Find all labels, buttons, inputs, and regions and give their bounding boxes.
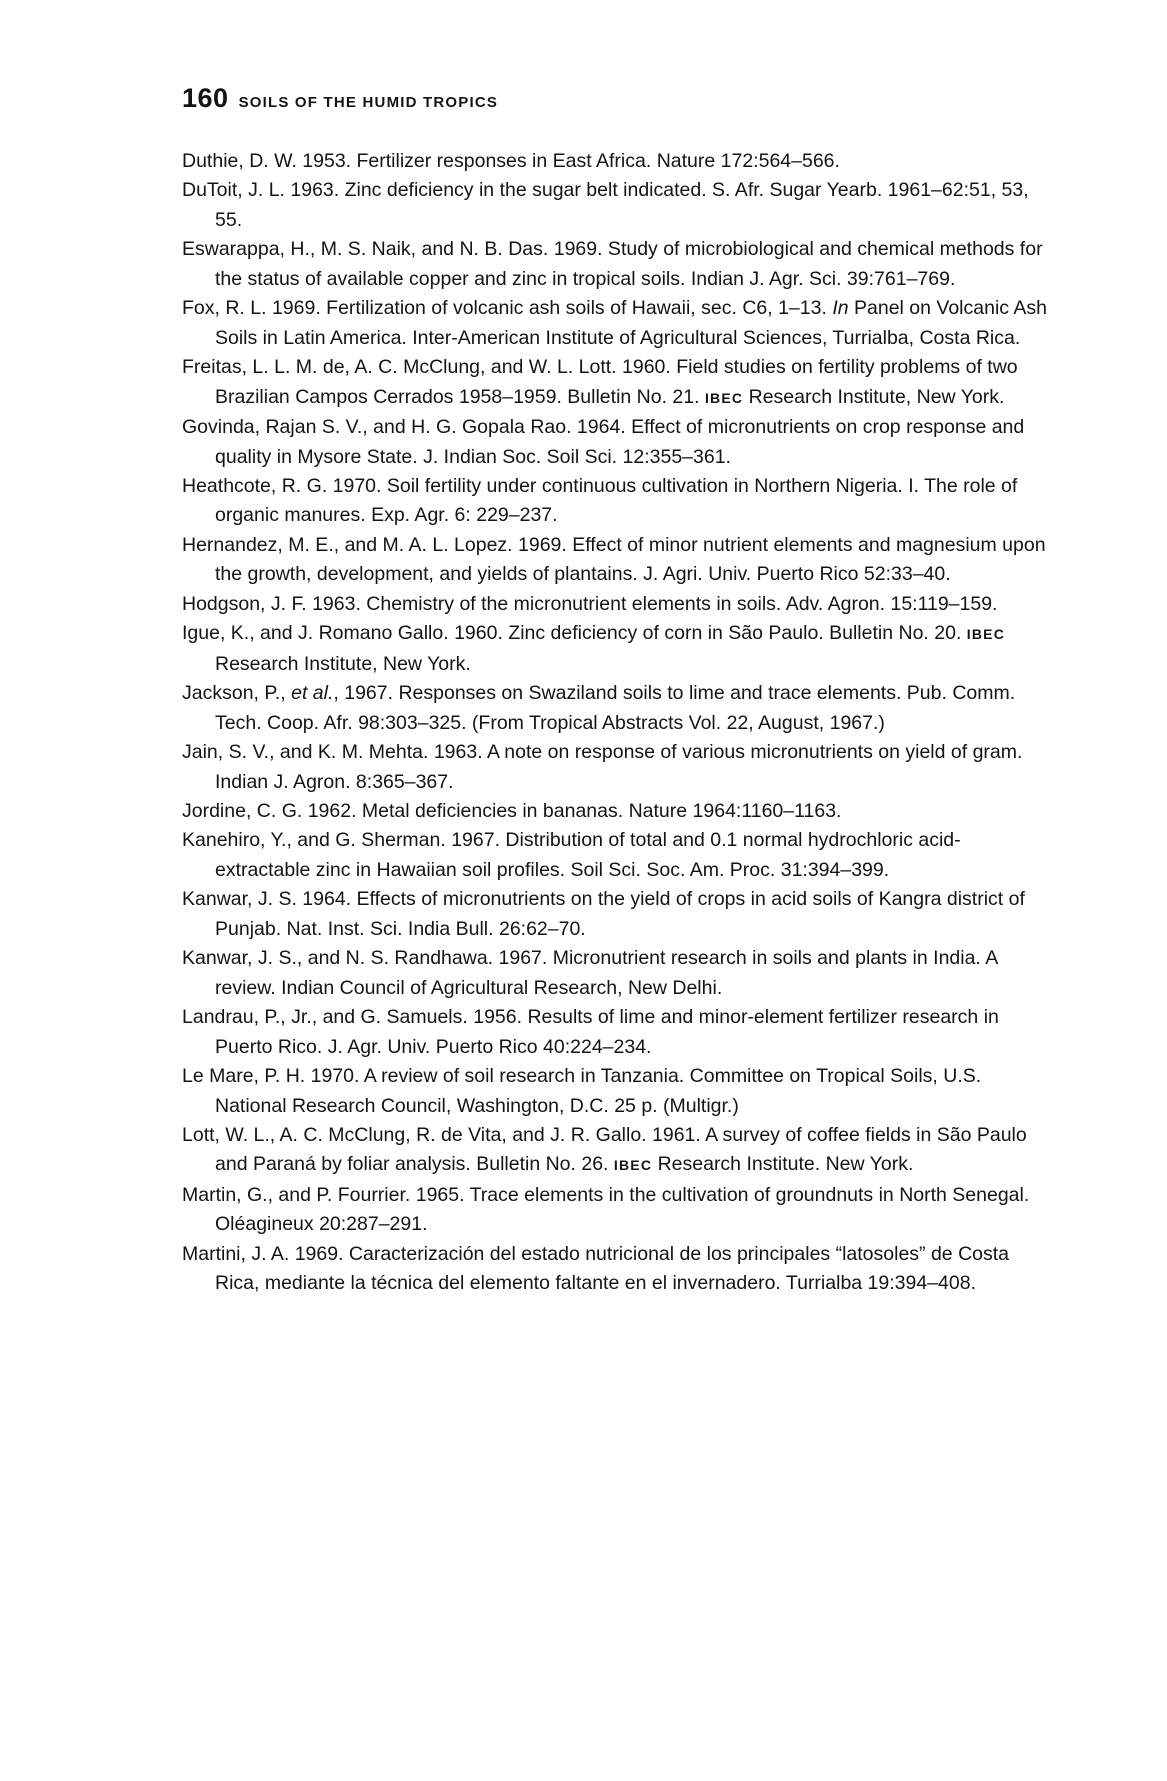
reference-entry: Hernandez, M. E., and M. A. L. Lopez. 1969. Effect of minor nutrient elements and magnesium upon the growth, development, and yields of plantains. J. Agri. Univ. Puerto Rico 52:33–40. xyxy=(182,533,1046,586)
reference-text: Research Institute. New York. xyxy=(652,1153,914,1176)
reference-entry xyxy=(182,353,1052,413)
reference-text: Research Institute, New York. xyxy=(743,385,1005,408)
reference-smallcaps: IBEC xyxy=(613,1157,653,1174)
reference-text: Freitas, L. L. M. de, A. C. McClung, and W. L. Lott. 1960. Field studies on fertility problems of two Brazilian Campos Cerrados 1958–1959. Bulletin No. 21. xyxy=(182,356,1018,408)
reference-text: Research Institute, New York. xyxy=(215,652,471,675)
page-header xyxy=(182,83,498,114)
reference-entry: Martin, G., and P. Fourrier. 1965. Trace elements in the cultivation of groundnuts in North Senegal. Oléagineux 20:287–291. xyxy=(182,1183,1030,1236)
reference-smallcaps: IBEC xyxy=(966,626,1006,643)
reference-entry: Jain, S. V., and K. M. Mehta. 1963. A note on response of various micronutrients on yield of gram. Indian J. Agron. 8:365–367. xyxy=(182,741,1023,793)
reference-text: Lott, W. L., A. C. McClung, R. de Vita, and J. R. Gallo. 1961. A survey of coffee fields in São Paulo and Paraná by foliar analysis. Bulletin No. 26. xyxy=(182,1123,1027,1176)
reference-entry: Eswarappa, H., M. S. Naik, and N. B. Das. 1969. Study of microbiological and chemical methods for the status of available copper and zinc in tropical soils. Indian J. Agr. Sci. 39:761–769. xyxy=(182,238,1043,290)
reference-italic: et al. xyxy=(291,682,334,705)
reference-entry: Kanwar, J. S., and N. S. Randhawa. 1967. Micronutrient research in soils and plants in India. A review. Indian Council of Agricultural Research, New Delhi. xyxy=(182,947,998,999)
reference-entry xyxy=(182,1121,1052,1181)
reference-entry xyxy=(182,679,1052,738)
reference-list xyxy=(182,147,1052,1299)
reference-entry: Le Mare, P. H. 1970. A review of soil research in Tanzania. Committee on Tropical Soils, U.S. National Research Council, Washington, D.C. 25 p. (Multigr.) xyxy=(182,1065,982,1117)
reference-entry: Kanwar, J. S. 1964. Effects of micronutrients on the yield of crops in acid soils of Kangra district of Punjab. Nat. Inst. Sci. India Bull. 26:62–70. xyxy=(182,888,1025,940)
reference-entry: Martini, J. A. 1969. Caracterización del estado nutricional de los principales “latosoles” de Costa Rica, mediante la técnica del elemento faltante en el invernadero. Turrialba 19:394–408. xyxy=(182,1242,1010,1295)
reference-text: Panel on Volcanic Ash Soils in Latin America. Inter-American Institute of Agricultural Sciences, Turrialba, Costa Rica. xyxy=(215,297,1047,349)
reference-entry xyxy=(182,294,1052,353)
reference-entry: DuToit, J. L. 1963. Zinc deficiency in the sugar belt indicated. S. Afr. Sugar Yearb. 1961–62:51, 53, 55. xyxy=(182,179,1029,231)
reference-text: , 1967. Responses on Swaziland soils to lime and trace elements. Pub. Comm. Tech. Coop. Afr. 98:303–325. (From Tropical Abstracts Vol. 22, August, 1967.) xyxy=(215,682,1016,734)
running-title: SOILS OF THE HUMID TROPICS xyxy=(238,94,499,111)
reference-entry xyxy=(182,619,1052,679)
reference-text: Fox, R. L. 1969. Fertilization of volcanic ash soils of Hawaii, sec. C6, 1–13. xyxy=(182,297,833,320)
reference-entry: Kanehiro, Y., and G. Sherman. 1967. Distribution of total and 0.1 normal hydrochloric acid-extractable zinc in Hawaiian soil profiles. Soil Sci. Soc. Am. Proc. 31:394–399. xyxy=(182,829,961,881)
page-number: 160 xyxy=(182,83,229,113)
reference-entry: Jordine, C. G. 1962. Metal deficiencies in bananas. Nature 1964:1160–1163. xyxy=(182,799,842,822)
reference-entry: Heathcote, R. G. 1970. Soil fertility under continuous cultivation in Northern Nigeria. I. The role of organic manures. Exp. Agr. 6: 229–237. xyxy=(182,474,1018,527)
reference-entry: Govinda, Rajan S. V., and H. G. Gopala Rao. 1964. Effect of micronutrients on crop response and quality in Mysore State. J. Indian Soc. Soil Sci. 12:355–361. xyxy=(182,416,1025,468)
reference-text: Jackson, P., xyxy=(182,682,292,705)
reference-entry: Duthie, D. W. 1953. Fertilizer responses in East Africa. Nature 172:564–566. xyxy=(182,150,840,172)
reference-italic: In xyxy=(832,297,849,320)
reference-entry: Landrau, P., Jr., and G. Samuels. 1956. Results of lime and minor-element fertilizer research in Puerto Rico. J. Agr. Univ. Puerto Rico 40:224–234. xyxy=(182,1006,999,1058)
reference-entry: Hodgson, J. F. 1963. Chemistry of the micronutrient elements in soils. Adv. Agron. 15:119–159. xyxy=(182,592,998,615)
reference-smallcaps: IBEC xyxy=(704,389,744,406)
reference-text: Igue, K., and J. Romano Gallo. 1960. Zinc deficiency of corn in São Paulo. Bulletin No. 20. xyxy=(182,622,967,645)
